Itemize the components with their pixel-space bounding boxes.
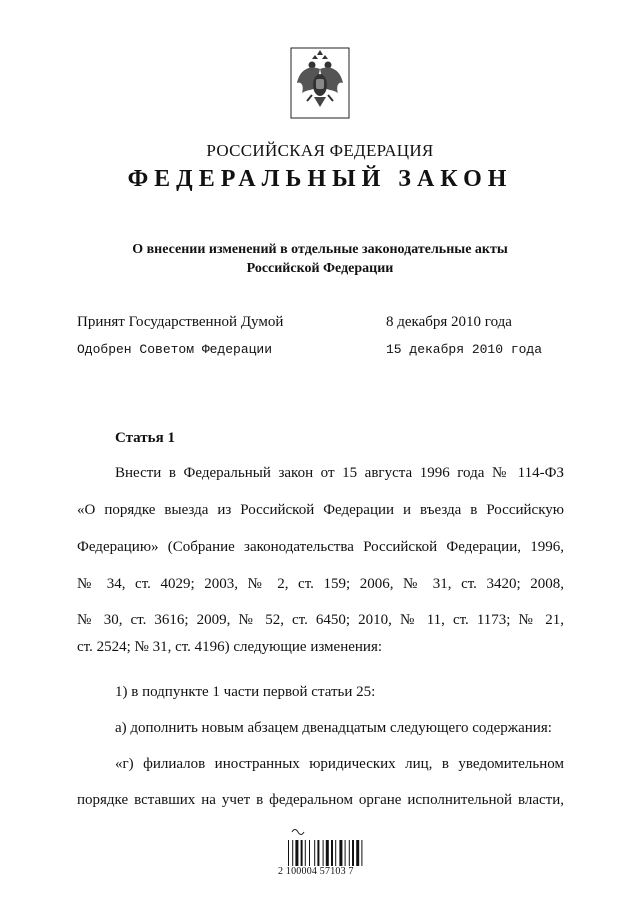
country-name: РОССИЙСКАЯ ФЕДЕРАЦИЯ — [206, 141, 434, 160]
law-subject — [0, 240, 640, 278]
quote-line-2: порядке вставших на учет в федеральном органе исполнительной власти, — [77, 792, 564, 808]
duma-adoption-label: Принят Государственной Думой — [77, 314, 284, 330]
duma-adoption-date: 8 декабря 2010 года — [386, 314, 512, 330]
barcode-bar — [326, 840, 329, 866]
article-line-2: «О порядке выезда из Российской Федерации и въезда в Российскую — [77, 502, 564, 518]
barcode-scribble — [292, 830, 304, 835]
article-line-1: Внести в Федеральный закон от 15 августа 1996 года № 114-ФЗ — [115, 465, 564, 481]
barcode-bar — [323, 840, 324, 866]
barcode-bar — [345, 840, 346, 866]
law-subject-line-1: О внесении изменений в отдельные законодательные акты — [132, 242, 508, 257]
barcode-bar — [352, 840, 354, 866]
document-type-title: ФЕДЕРАЛЬНЫЙ ЗАКОН — [127, 166, 513, 192]
barcode-bar — [292, 840, 293, 866]
barcode-bar — [335, 840, 336, 866]
barcode-bar — [301, 840, 303, 866]
barcode-number: 2 100004 57103 7 — [278, 866, 354, 877]
barcode — [284, 826, 372, 888]
barcode-bar — [339, 840, 342, 866]
barcode-bar — [309, 840, 310, 866]
council-approval-date: 15 декабря 2010 года — [386, 342, 543, 357]
article-line-3: Федерацию» (Собрание законодательства Российской Федерации, 1996, — [77, 539, 564, 555]
barcode-bar — [305, 840, 306, 866]
law-subject-line-2: Российской Федерации — [246, 261, 394, 276]
barcode-bar — [331, 840, 333, 866]
barcode-bar — [349, 840, 350, 866]
article-line-5: № 30, ст. 3616; 2009, № 52, ст. 6450; 2010, № 11, ст. 1173; № 21, — [77, 612, 564, 628]
article-line-4: № 34, ст. 4029; 2003, № 2, ст. 159; 2006, № 31, ст. 3420; 2008, — [77, 576, 564, 592]
council-approval-label: Одобрен Советом Федерации — [77, 342, 273, 357]
barcode-bar — [317, 840, 319, 866]
barcode-bar — [295, 840, 298, 866]
item-1: 1) в подпункте 1 части первой статьи 25: — [115, 684, 376, 700]
barcode-bar — [356, 840, 359, 866]
barcode-bar — [314, 840, 315, 866]
coat-of-arms-icon — [290, 47, 350, 119]
article-line-6: ст. 2524; № 31, ст. 4196) следующие изменения: — [77, 639, 383, 655]
quote-line-1: «г) филиалов иностранных юридических лиц, в уведомительном — [115, 756, 564, 772]
item-1a: а) дополнить новым абзацем двенадцатым следующего содержания: — [115, 720, 552, 736]
emblem-frame — [290, 47, 350, 119]
barcode-bar — [288, 840, 289, 866]
barcode-icon — [284, 826, 372, 868]
barcode-bar — [361, 840, 362, 866]
article-heading: Статья 1 — [115, 430, 175, 446]
